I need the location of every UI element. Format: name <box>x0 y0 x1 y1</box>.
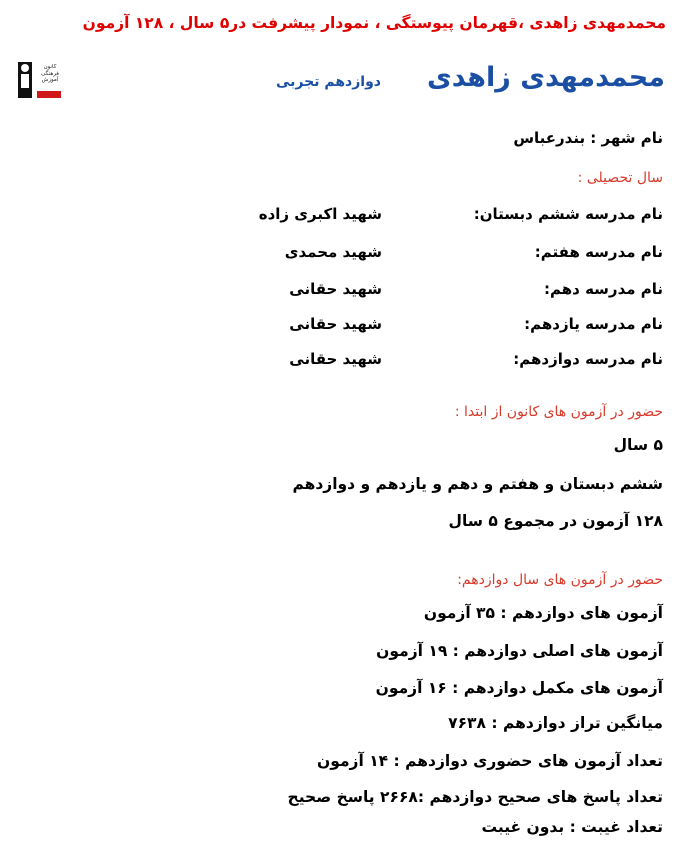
logo-text-4: قلم‌چی <box>41 84 59 91</box>
kanoon-logo-icon <box>16 60 66 100</box>
logo-text-3: آموزش <box>41 77 59 83</box>
school-label-11: نام مدرسه یازدهم: <box>524 315 663 333</box>
school-label-12: نام مدرسه دوازدهم: <box>513 350 663 368</box>
grade12-exams: آزمون های دوازدهم : ۳۵ آزمون <box>423 604 663 622</box>
attendance-grades: ششم دبستان و هفتم و دهم و یازدهم و دوازدهم <box>292 475 663 493</box>
attendance-years: ۵ سال <box>613 436 663 454</box>
school-value-10: شهید حقانی <box>289 280 382 298</box>
education-heading: سال تحصیلی : <box>577 170 663 186</box>
school-label-10: نام مدرسه دهم: <box>544 280 663 298</box>
logo-text-2: فرهنگی <box>41 70 59 77</box>
grade12-average-score: میانگین تراز دوازدهم : ۷۶۳۸ <box>448 714 663 732</box>
grade12-supplementary-exams: آزمون های مکمل دوازدهم : ۱۶ آزمون <box>375 679 663 697</box>
grade12-correct-answers: تعداد پاسخ های صحیح دوازدهم :۲۶۶۸ پاسخ صحیح <box>287 788 663 806</box>
school-value-11: شهید حقانی <box>289 315 382 333</box>
grade12-heading: حضور در آزمون های سال دوازدهم: <box>457 572 663 588</box>
school-value-12: شهید حقانی <box>289 350 382 368</box>
attendance-total: ۱۲۸ آزمون در مجموع ۵ سال <box>448 512 663 530</box>
grade12-in-person-exams: تعداد آزمون های حضوری دوازدهم : ۱۴ آزمون <box>317 752 663 770</box>
school-label-7: نام مدرسه هفتم: <box>534 243 663 261</box>
student-name-title: محمدمهدی زاهدی <box>426 62 665 93</box>
grade12-main-exams: آزمون های اصلی دوازدهم : ۱۹ آزمون <box>376 642 663 660</box>
city-line: نام شهر : بندرعباس <box>513 129 663 147</box>
grade-track-label: دوازدهم تجربی <box>276 74 381 90</box>
school-value-7: شهید محمدی <box>284 243 382 261</box>
logo-text-1: کانون <box>43 64 57 70</box>
absence-count: تعداد غیبت : بدون غیبت <box>481 818 663 836</box>
school-value-6: شهید اکبری زاده <box>258 205 382 223</box>
page-header-title: محمدمهدی زاهدی ،قهرمان پیوستگی ، نمودار پیشرفت در۵ سال ، ۱۲۸ آزمون <box>82 14 666 32</box>
school-label-6: نام مدرسه ششم دبستان: <box>473 205 663 223</box>
attendance-heading: حضور در آزمون های کانون از ابتدا : <box>454 404 663 420</box>
